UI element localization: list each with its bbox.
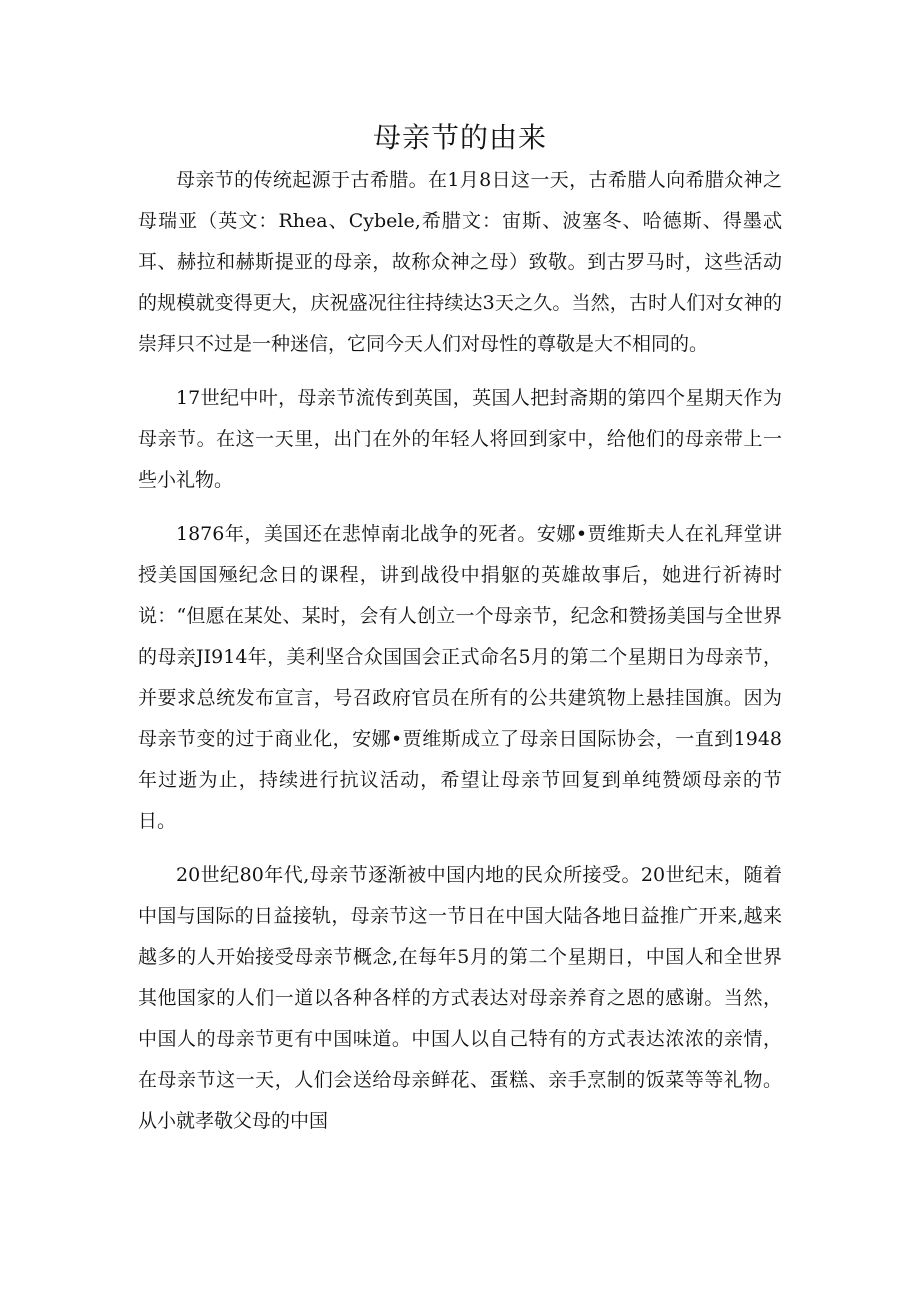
paragraph-america: 1876年，美国还在悲悼南北战争的死者。安娜•贾维斯夫人在礼拜堂讲授美国国殛纪念日的课程，讲到战役中捐躯的英雄故事后，她进行祈祷时说：“但愿在某处、某时，会有人创立一个母亲节，纪念和赞扬美国与全世界的母亲JI914年，美利坚合众国国会正式命名5月的第二个星期日为母亲节，并要求总统发布宣言，号召政府官员在所有的公共建筑物上悬挂国旗。因为母亲节变的过于商业化，安娜•贾维斯成立了母亲日国际协会，一直到1948年过逝为止，持续进行抗议活动，希望让母亲节回复到单纯赞颂母亲的节日。 <box>138 523 782 832</box>
document-body <box>138 160 782 1155</box>
paragraph-origin-greece: 母亲节的传统起源于古希腊。在1月8日这一天，古希腊人向希腊众神之母瑞亚（英文：Rhea、Cybele,希腊文：宙斯、波塞冬、哈德斯、得墨忒耳、赫拉和赫斯提亚的母亲，故称众神之母）致敬。到古罗马时，这些活动的规模就变得更大，庆祝盛况往往持续达3天之久。当然，古时人们对女神的崇拜只不过是一种迷信，它同今天人们对母性的尊敬是大不相同的。 <box>138 169 782 355</box>
paragraph-england: 17世纪中叶，母亲节流传到英国，英国人把封斋期的第四个星期天作为母亲节。在这一天里，出门在外的年轻人将回到家中，给他们的母亲带上一些小礼物。 <box>138 387 782 491</box>
paragraph-china: 20世纪80年代,母亲节逐渐被中国内地的民众所接受。20世纪末，随着中国与国际的日益接轨，母亲节这一节日在中国大陆各地日益推广开来,越来越多的人开始接受母亲节概念,在每年5月的第二个星期日，中国人和全世界其他国家的人们一道以各种各样的方式表达对母亲养育之恩的感谢。当然，中国人的母亲节更有中国味道。中国人以自己特有的方式表达浓浓的亲情，在母亲节这一天，人们会送给母亲鲜花、蛋糕、亲手烹制的饭菜等等礼物。从小就孝敬父母的中国 <box>138 864 782 1132</box>
document-title: 母亲节的由来 <box>372 121 547 154</box>
